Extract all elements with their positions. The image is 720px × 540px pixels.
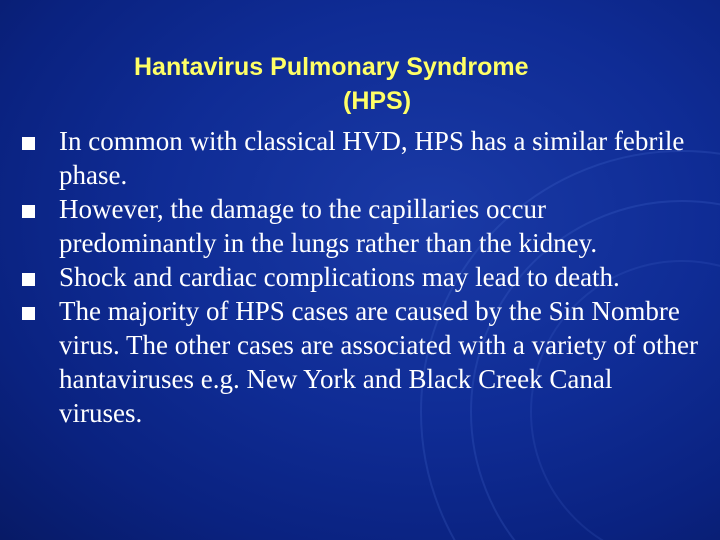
bullet-text: Shock and cardiac complications may lead to death. [59, 262, 620, 292]
square-bullet-icon [22, 273, 35, 286]
slide-title-line-2: (HPS) [343, 87, 412, 115]
square-bullet-icon [22, 137, 35, 150]
slide-title [0, 50, 720, 118]
bullet-text: In common with classical HVD, HPS has a similar febrile phase. [59, 126, 685, 190]
bullet-text: The majority of HPS cases are caused by the Sin Nombre virus. The other cases are associated with a variety of other hantaviruses e.g. New York and Black Creek Canal viruses. [59, 296, 699, 428]
bullet-list [0, 124, 720, 430]
bullet-text: However, the damage to the capillaries occur predominantly in the lungs rather than the kidney. [59, 194, 598, 258]
square-bullet-icon [22, 307, 35, 320]
bullet-item [0, 294, 720, 430]
bullet-item [0, 192, 720, 260]
square-bullet-icon [22, 205, 35, 218]
slide-title-line-1: Hantavirus Pulmonary Syndrome [134, 53, 529, 81]
bullet-item [0, 260, 720, 294]
bullet-item [0, 124, 720, 192]
